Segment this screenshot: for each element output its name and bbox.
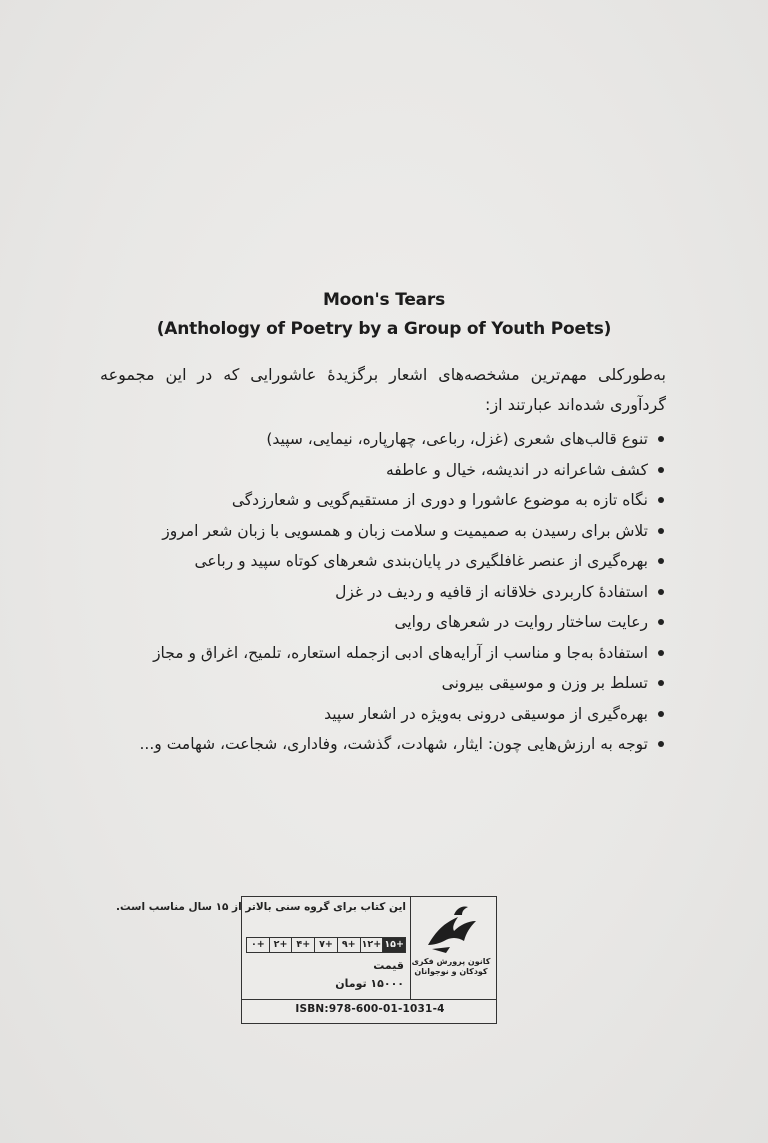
bird-logo-icon xyxy=(410,901,492,959)
list-item: رعایت ساختار روایت در شعرهای روایی xyxy=(100,607,666,638)
features-list xyxy=(100,424,666,760)
age-cell-4: +۴ xyxy=(291,938,314,952)
bullet-icon xyxy=(658,650,664,656)
bullet-icon xyxy=(658,589,664,595)
isbn-number: ISBN:978-600-01-1031-4 xyxy=(295,1003,445,1015)
bullet-icon xyxy=(658,619,664,625)
age-recommendation-note: این کتاب برای گروه سنی بالاتر از ۱۵ سال مناسب است. xyxy=(116,901,406,913)
age-cell-2: +۲ xyxy=(269,938,292,952)
age-cell-7: +۷ xyxy=(314,938,337,952)
list-item: نگاه تازه به موضوع عاشورا و دوری از مستقیم‌گویی و شعارزدگی xyxy=(100,485,666,516)
bullet-icon xyxy=(658,528,664,534)
price-label: قیمت xyxy=(373,959,404,972)
bullet-icon xyxy=(658,436,664,442)
description-text xyxy=(100,360,666,760)
publication-info-box xyxy=(116,896,497,1024)
list-item: تنوع قالب‌های شعری (غزل، رباعی، چهارپاره، نیمایی، سپید) xyxy=(100,424,666,455)
age-cell-9: +۹ xyxy=(337,938,360,952)
price-area xyxy=(242,955,408,999)
bullet-icon xyxy=(658,467,664,473)
list-item: توجه به ارزش‌هایی چون: ایثار، شهادت، گذشت، وفاداری، شجاعت، شهامت و... xyxy=(100,729,666,760)
bullet-icon xyxy=(658,741,664,747)
bullet-icon xyxy=(658,497,664,503)
publisher-name: کانون پرورش فکری کودکان و نوجوانان xyxy=(411,957,491,976)
bullet-icon xyxy=(658,711,664,717)
english-title: Moon's Tears xyxy=(322,290,446,310)
bullet-icon xyxy=(658,558,664,564)
list-item: بهره‌گیری از موسیقی درونی به‌ویژه در اشعار سپید xyxy=(100,699,666,730)
age-cell-12: +۱۲ xyxy=(360,938,383,952)
list-item: تلاش برای رسیدن به صمیمیت و سلامت زبان و همسویی با زبان شعر امروز xyxy=(100,516,666,547)
english-title-block xyxy=(60,286,708,344)
price-value: ۱۵۰۰۰ تومان xyxy=(335,977,404,990)
age-cell-15: +۱۵ xyxy=(382,938,405,952)
bullet-icon xyxy=(658,680,664,686)
list-item: بهره‌گیری از عنصر غافلگیری در پایان‌بندی شعرهای کوتاه سپید و رباعی xyxy=(100,546,666,577)
list-item: استفادهٔ کاربردی خلاقانه از قافیه و ردیف در غزل xyxy=(100,577,666,608)
intro-paragraph: به‌طورکلی مهم‌ترین مشخصه‌های اشعار برگزیدهٔ عاشورایی که در این مجموعه گردآوری شده‌اند عبارتند از: xyxy=(100,365,666,414)
age-group-row xyxy=(246,937,406,953)
english-subtitle: (Anthology of Poetry by a Group of Youth Poets) xyxy=(156,319,612,339)
list-item: استفادهٔ به‌جا و مناسب از آرایه‌های ادبی ازجمله استعاره، تلمیح، اغراق و مجاز xyxy=(100,638,666,669)
age-cell-0: +۰ xyxy=(250,939,265,950)
list-item: تسلط بر وزن و موسیقی بیرونی xyxy=(100,668,666,699)
box-horizontal-divider xyxy=(242,999,496,1000)
list-item: کشف شاعرانه در اندیشه، خیال و عاطفه xyxy=(100,455,666,486)
